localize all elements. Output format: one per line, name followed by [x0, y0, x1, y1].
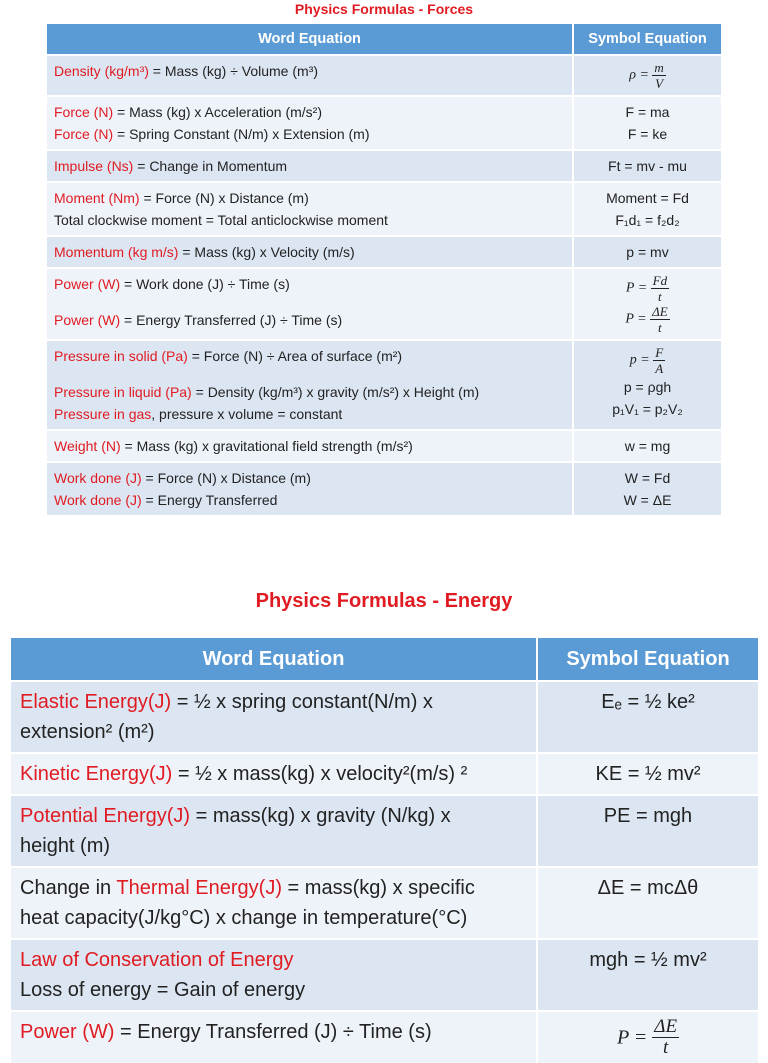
symbol-equation-cell: [537, 753, 758, 795]
equation-line: [20, 801, 527, 831]
equation-text: = Spring Constant (N/m) x Extension (m): [113, 126, 370, 142]
symbol-line: [578, 304, 717, 335]
symbol-line: p = mv: [626, 244, 669, 260]
quantity-label: Power (W): [54, 312, 121, 328]
table-row: [47, 150, 721, 182]
symbol-line: Eₑ = ½ ke²: [601, 691, 695, 713]
spacer: [54, 367, 565, 381]
equation-line: [54, 60, 565, 82]
symbol-line: p₁V₁ = p₂V₂: [612, 401, 683, 417]
symbol-equation-cell: [573, 340, 721, 430]
quantity-label: Pressure in gas: [54, 406, 152, 422]
equation-text: = Mass (kg) x Acceleration (m/s²): [113, 104, 323, 120]
equation-text: height (m): [20, 835, 111, 857]
equation-line: [54, 241, 565, 263]
symbol-line: w = mg: [624, 438, 671, 454]
table-row: [47, 340, 721, 430]
equation-line: [20, 717, 527, 747]
quantity-label: Work done (J): [54, 470, 142, 486]
numerator: F: [655, 345, 664, 360]
word-equation-cell: [11, 939, 537, 1011]
word-equation-cell: [47, 150, 573, 182]
quantity-label: Impulse (Ns): [54, 158, 134, 174]
quantity-label: Pressure in liquid (Pa): [54, 384, 192, 400]
quantity-label: Density (kg/m³): [54, 63, 149, 79]
symbol-equation-cell: [573, 182, 721, 236]
quantity-label: Pressure in solid (Pa): [54, 348, 188, 364]
equation-text: = Force (N) ÷ Area of surface (m²): [187, 348, 403, 364]
equation-line: [54, 209, 565, 231]
quantity-label: Potential Energy(J): [20, 805, 191, 827]
equation-line: [54, 381, 565, 403]
equation-line: [20, 1017, 527, 1047]
equation-text: = Mass (kg) x Velocity (m/s): [178, 244, 355, 260]
denominator: A: [655, 361, 664, 376]
quantity-label: Elastic Energy(J): [20, 691, 172, 713]
equation-line: [54, 101, 565, 123]
symbol-equation-cell: [573, 236, 721, 268]
numerator: m: [654, 60, 664, 75]
denominator: t: [663, 1037, 669, 1058]
fraction: [652, 60, 665, 91]
numerator: Fd: [652, 273, 668, 288]
table-row: [11, 681, 758, 753]
fraction: [651, 273, 669, 304]
symbol-line: KE = ½ mv²: [595, 763, 701, 785]
equation-text: = ½ x spring constant(N/m) x: [171, 691, 433, 713]
quantity-label: Work done (J): [54, 492, 142, 508]
word-equation-cell: [11, 753, 537, 795]
energy-table: [11, 638, 758, 1063]
symbol-line: F = ke: [627, 126, 668, 142]
equation-text: = Force (N) x Distance (m): [141, 470, 311, 486]
equation-line: [20, 759, 527, 789]
symbol-line: [542, 1017, 754, 1058]
quantity-label: Moment (Nm): [54, 190, 140, 206]
equation-text: = mass(kg) x specific: [282, 877, 475, 899]
spacer: [54, 295, 565, 309]
denominator: t: [658, 289, 662, 304]
fraction: [653, 345, 665, 376]
symbol-line: F = ma: [625, 104, 670, 120]
equation-line: [54, 309, 565, 331]
symbol-equation-cell: [573, 96, 721, 150]
word-equation-cell: [47, 55, 573, 96]
word-equation-cell: [47, 182, 573, 236]
equation-line: [20, 945, 527, 975]
word-equation-cell: [47, 340, 573, 430]
equation-text: Change in: [20, 877, 117, 899]
symbol-line: W = ΔE: [623, 492, 672, 508]
symbol-equation-cell: [573, 268, 721, 340]
equation-line: [54, 489, 565, 511]
fraction-lhs: p =: [629, 352, 654, 368]
equation-text: Total clockwise moment = Total anticlockwise moment: [54, 212, 388, 228]
energy-header-word: Word Equation: [11, 638, 537, 681]
symbol-line: [578, 273, 717, 304]
equation-line: [20, 903, 527, 933]
table-row: [47, 182, 721, 236]
denominator: V: [655, 76, 664, 91]
symbol-equation-cell: [573, 55, 721, 96]
symbol-equation-cell: [537, 1011, 758, 1063]
equation-text: = ½ x mass(kg) x velocity²(m/s) ²: [172, 763, 468, 785]
symbol-equation-cell: [573, 462, 721, 515]
equation-text: = Change in Momentum: [133, 158, 288, 174]
forces-title: Physics Formulas - Forces: [294, 1, 474, 17]
word-equation-cell: [11, 1011, 537, 1063]
numerator: ΔE: [654, 1016, 678, 1037]
symbol-line: [578, 345, 717, 376]
fraction-lhs: P =: [625, 280, 651, 296]
equation-line: [54, 155, 565, 177]
equation-text: Loss of energy = Gain of energy: [20, 979, 306, 1001]
fraction: [650, 304, 670, 335]
word-equation-cell: [47, 236, 573, 268]
table-row: [11, 753, 758, 795]
symbol-line: PE = mgh: [603, 805, 693, 827]
symbol-equation-cell: [537, 795, 758, 867]
word-equation-cell: [47, 96, 573, 150]
quantity-label: Power (W): [54, 276, 121, 292]
equation-line: [54, 403, 565, 425]
forces-header-symbol: Symbol Equation: [573, 24, 721, 55]
word-equation-cell: [11, 681, 537, 753]
symbol-equation-cell: [573, 150, 721, 182]
equation-text: extension² (m²): [20, 721, 155, 743]
table-row: [47, 55, 721, 96]
word-equation-cell: [47, 430, 573, 462]
equation-line: [54, 467, 565, 489]
word-equation-cell: [47, 462, 573, 515]
equation-line: [20, 831, 527, 861]
numerator: ΔE: [652, 304, 668, 319]
quantity-label: Force (N): [54, 104, 114, 120]
equation-line: [54, 273, 565, 295]
fraction-lhs: P =: [616, 1026, 653, 1049]
symbol-equation-cell: [537, 939, 758, 1011]
symbol-line: Ft = mv - mu: [608, 158, 687, 174]
symbol-line: [578, 60, 717, 91]
table-row: [11, 795, 758, 867]
equation-text: = Energy Transferred: [141, 492, 278, 508]
quantity-label: Momentum (kg m/s): [54, 244, 179, 260]
equation-text: , pressure x volume = constant: [151, 406, 343, 422]
symbol-equation-cell: [537, 681, 758, 753]
equation-line: [20, 873, 527, 903]
quantity-label: Power (W): [20, 1021, 115, 1043]
fraction-lhs: ρ =: [629, 67, 653, 83]
table-row: [47, 236, 721, 268]
symbol-line: F₁d₁ = f₂d₂: [615, 212, 680, 228]
quantity-label: Law of Conservation of Energy: [20, 949, 294, 971]
table-row: [47, 268, 721, 340]
symbol-line: ΔE = mcΔθ: [597, 877, 699, 899]
equation-text: = Density (kg/m³) x gravity (m/s²) x Height (m): [191, 384, 480, 400]
equation-line: [20, 975, 527, 1005]
quantity-label: Force (N): [54, 126, 114, 142]
forces-table: [47, 24, 721, 515]
table-row: [47, 430, 721, 462]
word-equation-cell: [11, 795, 537, 867]
symbol-line: W = Fd: [624, 470, 671, 486]
symbol-equation-cell: [573, 430, 721, 462]
fraction: [652, 1017, 679, 1058]
forces-header-word: Word Equation: [47, 24, 573, 55]
quantity-label: Thermal Energy(J): [116, 877, 282, 899]
equation-text: = Energy Transferred (J) ÷ Time (s): [114, 1021, 432, 1043]
equation-text: = Mass (kg) ÷ Volume (m³): [148, 63, 319, 79]
symbol-line: mgh = ½ mv²: [589, 949, 707, 971]
fraction-lhs: P =: [625, 311, 651, 327]
table-row: [11, 1011, 758, 1063]
word-equation-cell: [47, 268, 573, 340]
equation-text: = Force (N) x Distance (m): [139, 190, 309, 206]
table-row: [11, 867, 758, 939]
energy-header-symbol: Symbol Equation: [537, 638, 758, 681]
denominator: t: [658, 320, 662, 335]
equation-text: heat capacity(J/kg°C) x change in temperature(°C): [20, 907, 468, 929]
table-row: [47, 462, 721, 515]
equation-text: = Mass (kg) x gravitational field strength (m/s²): [120, 438, 413, 454]
table-row: [47, 96, 721, 150]
word-equation-cell: [11, 867, 537, 939]
equation-text: = mass(kg) x gravity (N/kg) x: [190, 805, 451, 827]
table-row: [11, 939, 758, 1011]
equation-line: [20, 687, 527, 717]
equation-line: [54, 187, 565, 209]
equation-line: [54, 345, 565, 367]
symbol-equation-cell: [537, 867, 758, 939]
quantity-label: Weight (N): [54, 438, 121, 454]
quantity-label: Kinetic Energy(J): [20, 763, 173, 785]
equation-line: [54, 123, 565, 145]
symbol-line: Moment = Fd: [606, 190, 689, 206]
energy-title: Physics Formulas - Energy: [255, 590, 513, 612]
equation-text: = Energy Transferred (J) ÷ Time (s): [120, 312, 343, 328]
symbol-line: p = ρgh: [623, 379, 672, 395]
equation-text: = Work done (J) ÷ Time (s): [120, 276, 290, 292]
equation-line: [54, 435, 565, 457]
